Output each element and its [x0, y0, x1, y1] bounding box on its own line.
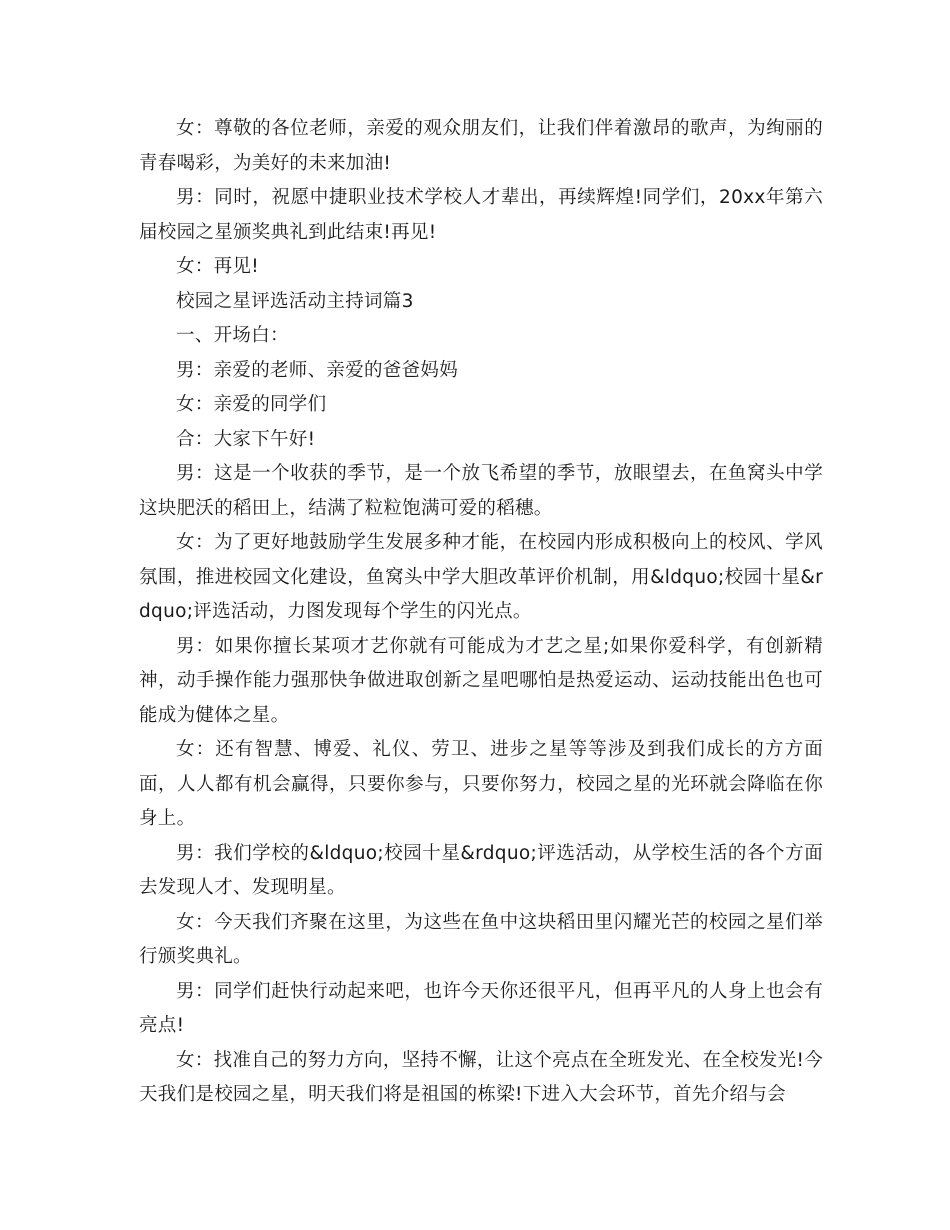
- document-body: [139, 112, 823, 1113]
- paragraph: 女：今天我们齐聚在这里，为这些在鱼中这块稻田里闪耀光芒的校园之星们举行颁奖典礼。: [139, 911, 823, 967]
- section-heading: 校园之星评选活动主持词篇3: [176, 290, 414, 312]
- paragraph: 女：尊敬的各位老师，亲爱的观众朋友们，让我们伴着激昂的歌声，为绚丽的青春喝彩，为美好的未来加油!: [139, 118, 823, 174]
- paragraph: 男：我们学校的&ldquo;校园十星&rdquo;评选活动，从学校生活的各个方面去发现人才、发现明星。: [139, 842, 823, 898]
- paragraph: 男：同学们赶快行动起来吧，也许今天你还很平凡，但再平凡的人身上也会有亮点!: [139, 980, 823, 1036]
- paragraph: 男：同时，祝愿中捷职业技术学校人才辈出，再续辉煌!同学们，20xx年第六届校园之星颁奖典礼到此结束!再见!: [139, 187, 823, 243]
- paragraph: 女：为了更好地鼓励学生发展多种才能，在校园内形成积极向上的校风、学风氛围，推进校园文化建设，鱼窝头中学大胆改革评价机制，用&ldquo;校园十星&rdquo;评选活动，力图发现每个学生的闪光点。: [139, 532, 823, 622]
- paragraph: 合：大家下午好!: [176, 428, 316, 450]
- paragraph: 男：这是一个收获的季节，是一个放飞希望的季节，放眼望去，在鱼窝头中学这块肥沃的稻田上，结满了粒粒饱满可爱的稻穗。: [139, 463, 823, 519]
- paragraph: 女：亲爱的同学们: [176, 394, 327, 415]
- paragraph: 女：还有智慧、博爱、礼仪、劳卫、进步之星等等涉及到我们成长的方方面面，人人都有机会赢得，只要你参与，只要你努力，校园之星的光环就会降临在你身上。: [139, 739, 823, 829]
- subsection-heading: 一、开场白：: [176, 325, 289, 346]
- paragraph: 女：找准自己的努力方向，坚持不懈，让这个亮点在全班发光、在全校发光!今天我们是校园之星，明天我们将是祖国的栋梁!下进入大会环节，首先介绍与会: [139, 1049, 823, 1105]
- paragraph: 男：亲爱的老师、亲爱的爸爸妈妈: [176, 359, 459, 381]
- paragraph: 男：如果你擅长某项才艺你就有可能成为才艺之星;如果你爱科学，有创新精神，动手操作能力强那快争做进取创新之星吧哪怕是热爱运动、运动技能出色也可能成为健体之星。: [139, 635, 823, 726]
- paragraph: 女：再见!: [176, 256, 259, 277]
